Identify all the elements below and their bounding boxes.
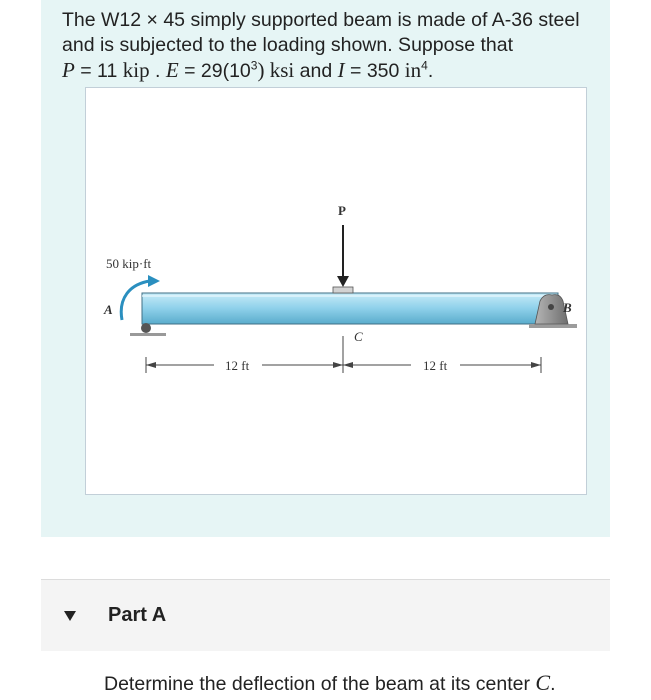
- p-symbol: P: [62, 58, 75, 82]
- expand-triangle-icon[interactable]: [64, 611, 76, 621]
- dim-arrow-right: [531, 362, 541, 368]
- e-symbol: E: [165, 58, 179, 82]
- load-label: P: [338, 203, 346, 218]
- dim-arrow-center-left: [333, 362, 343, 368]
- dim-arrow-center-right: [343, 362, 353, 368]
- beam: [142, 293, 558, 324]
- question-period: .: [550, 673, 556, 695]
- beam-figure: [85, 87, 587, 495]
- question-text: [104, 670, 556, 696]
- problem-statement: The W12 × 45 simply supported beam is made of A-36 steel and is subjected to the loading shown. Suppose that P = 11 kip . $E = 29(10^3)$ ksi and I = 350 $in^4$.: [62, 9, 580, 82]
- support-a-label: A: [104, 302, 113, 317]
- e-value: = 29(10: [184, 60, 251, 82]
- moment-label: 50 kip·ft: [106, 256, 152, 271]
- moment-arrowhead: [148, 275, 160, 287]
- and-word: and: [299, 60, 333, 82]
- e-exponent: 3: [250, 58, 258, 73]
- i-value: = 350: [350, 60, 400, 82]
- question-symbol: C: [535, 670, 551, 695]
- ground-a: [130, 333, 166, 336]
- part-a-title[interactable]: Part A: [108, 604, 167, 626]
- load-plate: [333, 287, 353, 293]
- left-span-label: 12 ft: [225, 358, 250, 373]
- p-expression: [62, 58, 75, 82]
- question-body: Determine the deflection of the beam at its center: [104, 673, 530, 695]
- beam-diagram: [86, 88, 588, 496]
- i-exponent: 4: [421, 58, 428, 73]
- statement-text: The W12 × 45 simply supported beam is made of A-36 steel and is subjected to the loading shown. Suppose that: [62, 9, 580, 56]
- i-unit: in: [404, 58, 422, 82]
- p-value: = 11: [80, 60, 118, 82]
- dim-arrow-left: [146, 362, 156, 368]
- e-unit: ) ksi: [257, 58, 295, 82]
- pin-support-a: [141, 323, 151, 333]
- i-symbol: I: [337, 58, 345, 82]
- right-span-label: 12 ft: [423, 358, 448, 373]
- load-arrowhead: [337, 276, 349, 287]
- support-b-label: B: [563, 300, 572, 315]
- statement-period: .: [427, 60, 434, 82]
- p-unit: kip: [122, 58, 150, 82]
- center-label: C: [354, 329, 363, 344]
